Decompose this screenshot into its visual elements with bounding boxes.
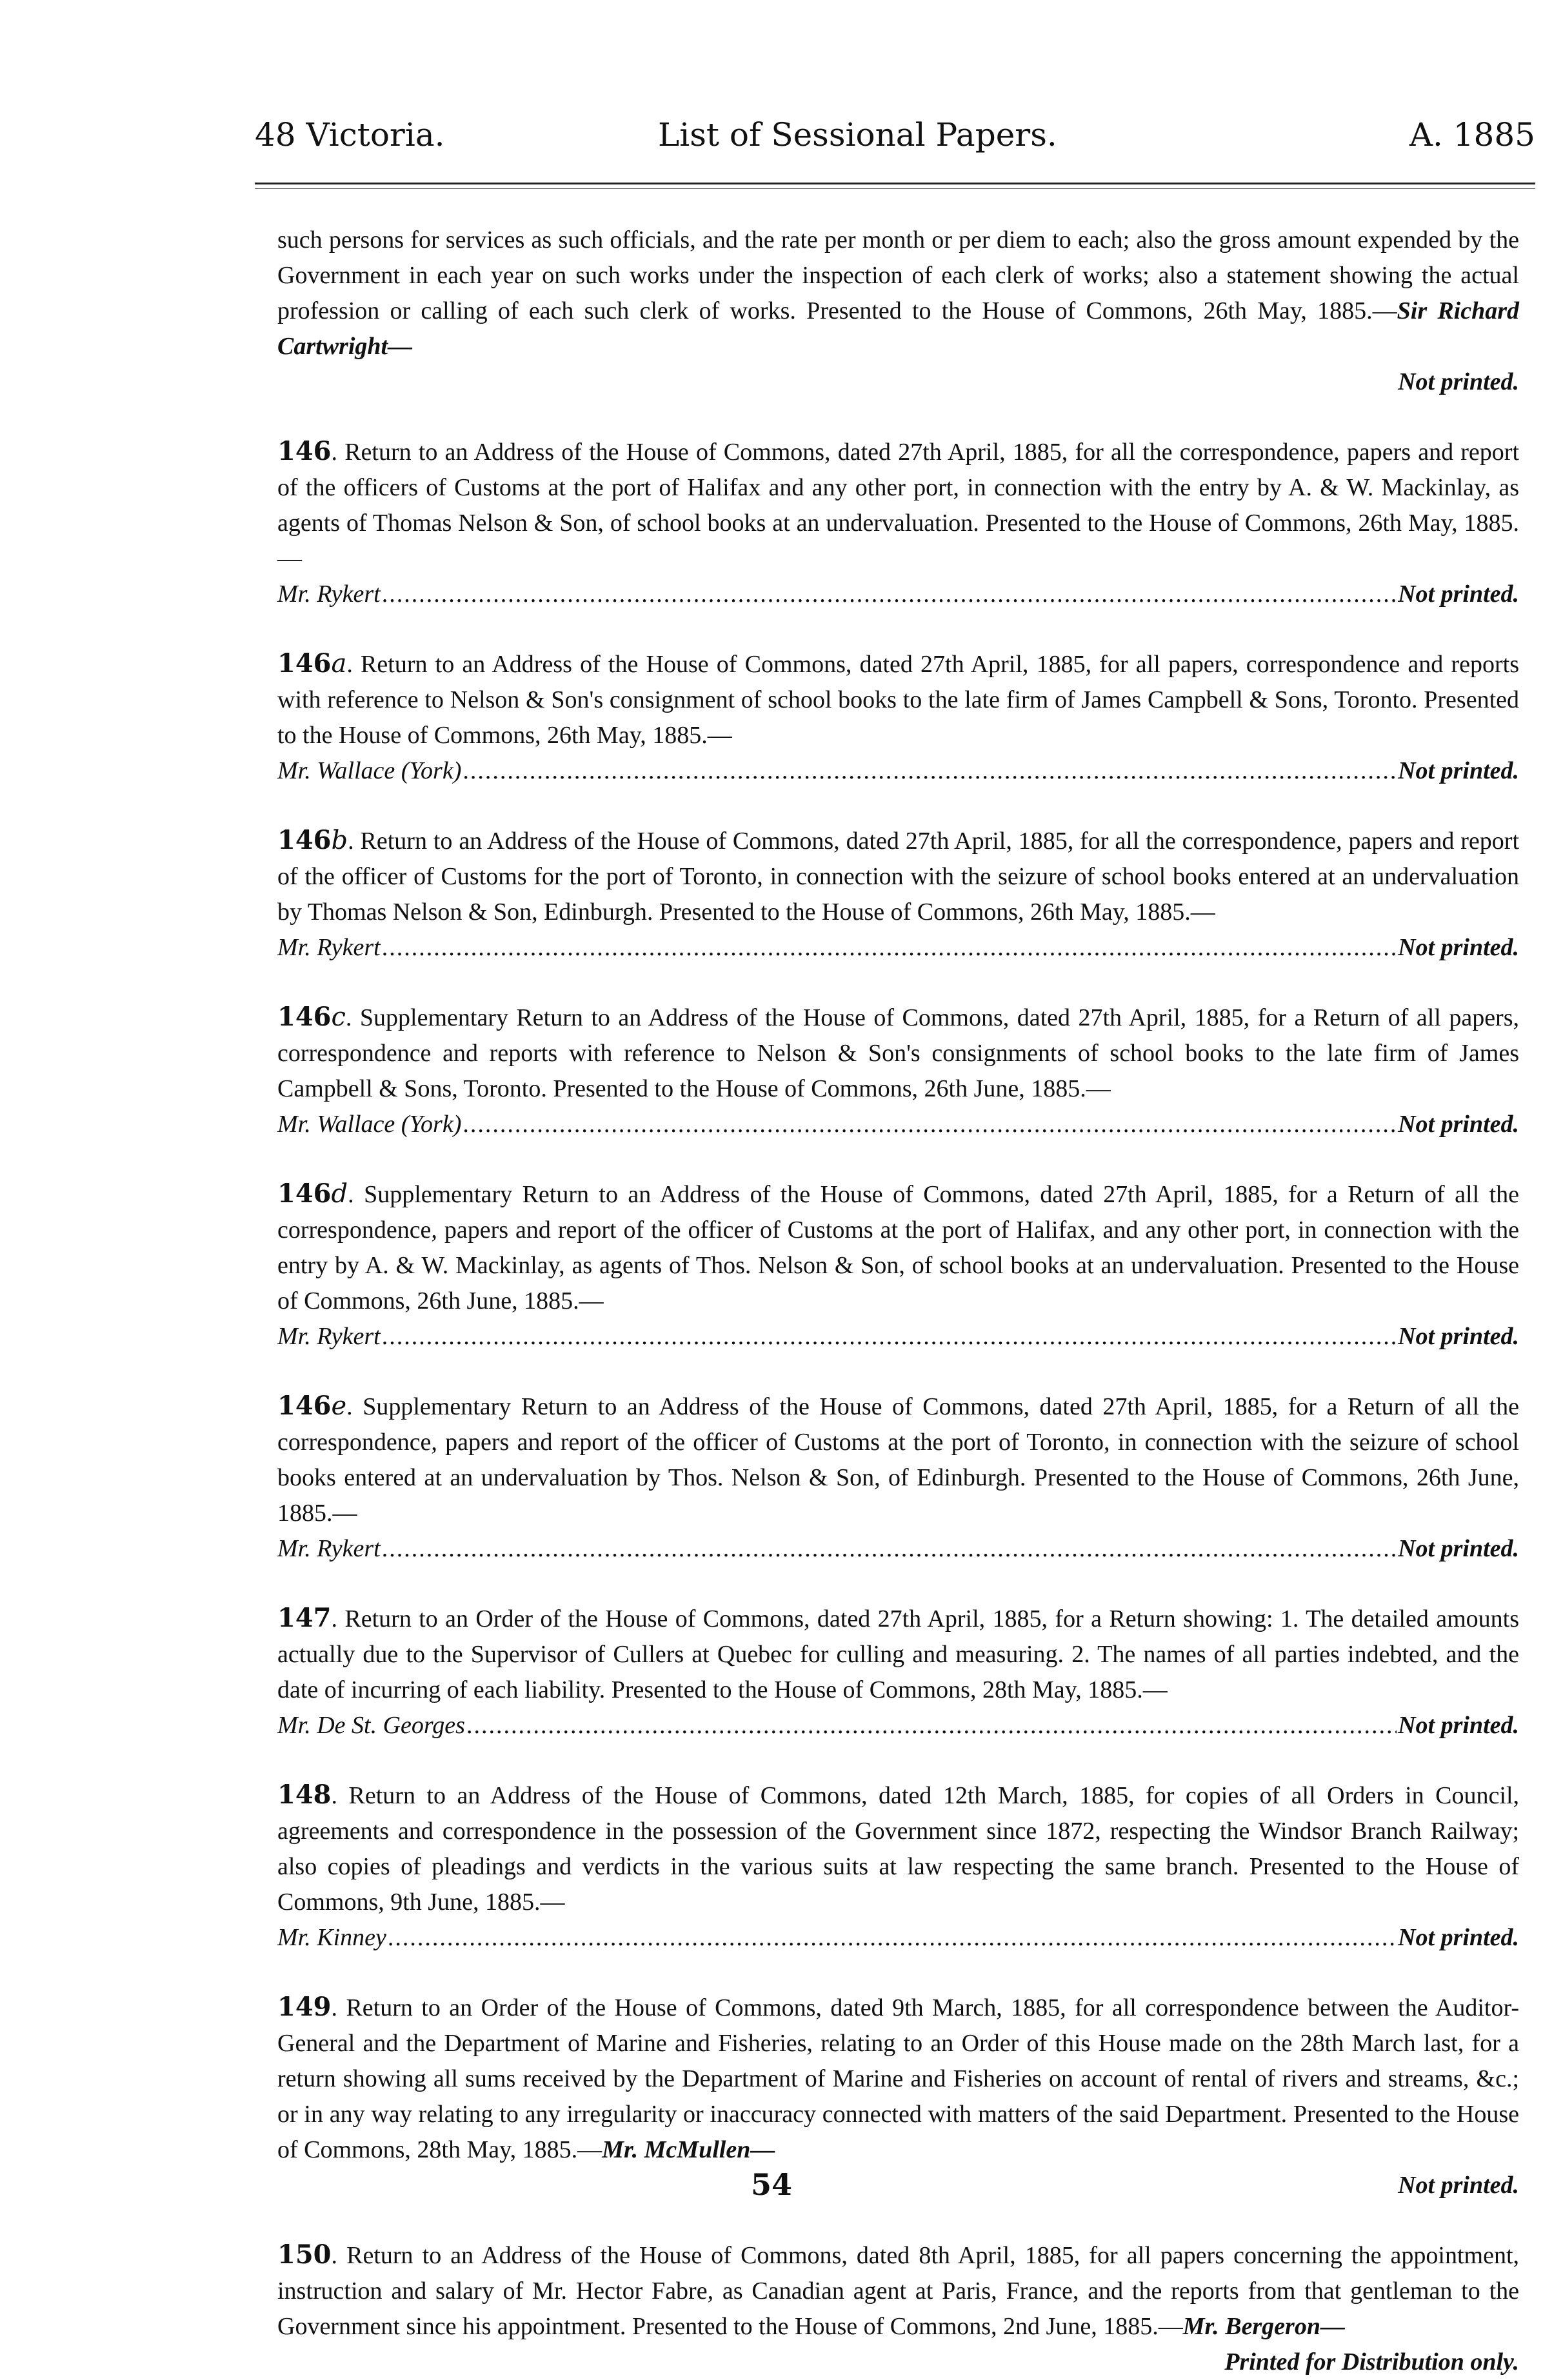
entry-mover: Mr. Rykert [277, 1323, 381, 1350]
entry-number: 146 [277, 436, 332, 466]
entry-mover-line [277, 1107, 1519, 1142]
entry-status-line [277, 2345, 1519, 2380]
header-rule-thin [255, 188, 1535, 189]
intro-paragraph [277, 223, 1519, 364]
intro-mover: Sir Richard Cartwright— [277, 297, 1520, 360]
running-header [255, 103, 1535, 161]
entry-status: Not printed. [1398, 934, 1519, 961]
leader-dots [388, 1920, 1397, 1956]
leader-dots [466, 1708, 1397, 1743]
header-year: A. 1885 [1409, 116, 1535, 154]
entry-status: Not printed. [1398, 1535, 1519, 1562]
entry-number: 150 [277, 2239, 332, 2270]
entry-mover-line [277, 577, 1519, 612]
entry-paragraph: 146e. Supplementary Return to an Address of the House of Commons, dated 27th April, 1885, for a Return of all the correspondence, papers and report of the officer of Customs at the port of Toronto, in connection with the seizure of school books entered at an undervaluation by Thos. Nelson & Son, of Edinburgh. Presented to the House of Commons, 26th June, 1885.— [277, 1391, 1519, 1527]
paper-entry [277, 2237, 1519, 2380]
paper-entry [277, 1600, 1519, 1743]
entry-paragraph: 146c. Supplementary Return to an Address of the House of Commons, dated 27th April, 1885, for a Return of all papers, correspondence and reports with reference to Nelson & Son's consignments of school books to the late firm of James Campbell & Sons, Toronto. Presented to the House of Commons, 26th June, 1885.— [277, 1002, 1519, 1102]
entry-paragraph: 147. Return to an Order of the House of Commons, dated 27th April, 1885, for a Return showing: 1. The detailed amounts actually due to the Supervisor of Cullers at Quebec for culling and measuring. 2. The names of all parties indebted, and the date of incurring of each liability. Presented to the House of Commons, 28th May, 1885.— [277, 1603, 1519, 1703]
paper-entry [277, 1388, 1519, 1567]
entry-mover-line [277, 753, 1519, 789]
entry-paragraph: 149. Return to an Order of the House of Commons, dated 9th March, 1885, for all correspondence between the Auditor-General and the Department of Marine and Fisheries, relating to an Order of this House made on the 28th March last, for a return showing all sums received by the Department of Marine and Fisheries on account of rental of rivers and streams, &c.; or in any way relating to any irregularity or inaccuracy connected with matters of the said Department. Presented to the House of Commons, 28th May, 1885.—Mr. McMullen— [277, 1992, 1519, 2163]
entry-number: 146c [277, 1002, 346, 1032]
entry-text: Return to an Address of the House of Commons, dated 27th April, 1885, for all the correspondence, papers and report of the officers of Customs at the port of Halifax and any other port, in connection with the entry by A. & W. Mackinlay, as agents of Thomas Nelson & Son, of school books at an undervaluation. Presented to the House of Commons, 26th May, 1885.— [277, 439, 1519, 572]
entry-status: Not printed. [1398, 1712, 1519, 1739]
entry-status: Not printed. [1398, 1323, 1519, 1350]
intro-text: such persons for services as such officials, and the rate per month or per diem to each; also the gross amount expended by the Government in each year on such works under the inspection of each clerk of works; also a statement showing the actual profession or calling of each such clerk of works. Presented to the House of Commons, 26th May, 1885.— [277, 226, 1519, 324]
entry-number: 149 [277, 1992, 332, 2022]
entry-text: Return to an Address of the House of Commons, dated 12th March, 1885, for copies of all Orders in Council, agreements and correspondence in the possession of the Government since 1872, respecting the Windsor Branch Railway; also copies of pleadings and verdicts in the various suits at law respecting the same branch. Presented to the House of Commons, 9th June, 1885.— [277, 1782, 1520, 1916]
paper-entry [277, 822, 1519, 966]
entry-text: Return to an Address of the House of Commons, dated 8th April, 1885, for all papers concerning the appointment, instruction and salary of Mr. Hector Fabre, as Canadian agent at Paris, France, and the reports from that gentleman to the Government since his appointment. Presented to the House of Commons, 2nd June, 1885.— [277, 2242, 1519, 2340]
entry-status: Not printed. [1398, 1924, 1519, 1951]
entry-mover: Mr. Rykert [277, 934, 381, 961]
entry-paragraph: 146d. Supplementary Return to an Address of the House of Commons, dated 27th April, 1885, for a Return of all the correspondence, papers and report of the officer of Customs at the port of Halifax, and any other port, in connection with the entry by A. & W. Mackinlay, as agents of Thos. Nelson & Son, of school books at an undervaluation. Presented to the House of Commons, 26th June, 1885.— [277, 1178, 1519, 1314]
paper-entry [277, 433, 1519, 612]
entry-number: 146b [277, 825, 348, 855]
entry-text: Supplementary Return to an Address of the House of Commons, dated 27th April, 1885, for a Return of all papers, correspondence and reports with reference to Nelson & Son's consignments of school books to the late firm of James Campbell & Sons, Toronto. Presented to the House of Commons, 26th June, 1885.— [277, 1004, 1519, 1102]
entry-mover-line [277, 1319, 1519, 1354]
entry-number: 148 [277, 1780, 332, 1810]
entry-status: Not printed. [1398, 580, 1519, 608]
entry-number: 146d [277, 1178, 348, 1209]
leader-dots [463, 1107, 1397, 1142]
paper-entry [277, 1777, 1519, 1956]
entry-mover: Mr. De St. Georges [277, 1712, 465, 1739]
leader-dots [382, 1319, 1397, 1354]
entry-text: Return to an Order of the House of Commons, dated 27th April, 1885, for a Return showing: 1. The detailed amounts actually due to the Supervisor of Cullers at Quebec for culling and measuring. 2. The names of all parties indebted, and the date of incurring of each liability. Presented to the House of Commons, 28th May, 1885.— [277, 1605, 1519, 1703]
entry-paragraph: 146a. Return to an Address of the House of Commons, dated 27th April, 1885, for all papers, correspondence and reports with reference to Nelson & Son's consignment of school books to the late firm of James Campbell & Sons, Toronto. Presented to the House of Commons, 26th May, 1885.— [277, 648, 1519, 749]
entry-mover: Mr. Rykert [277, 1535, 381, 1562]
entry-mover: Mr. Rykert [277, 580, 381, 608]
entry-number: 147 [277, 1603, 332, 1633]
entry-text: Return to an Order of the House of Commons, dated 9th March, 1885, for all correspondence between the Auditor-General and the Department of Marine and Fisheries, relating to an Order of this House made on the 28th March last, for a return showing all sums received by the Department of Marine and Fisheries on account of rental of rivers and streams, &c.; or in any way relating to any irregularity or inaccuracy connected with matters of the said Department. Presented to the House of Commons, 28th May, 1885.— [277, 1994, 1519, 2163]
header-session: 48 Victoria. [255, 116, 445, 154]
entry-paragraph: 148. Return to an Address of the House of Commons, dated 12th March, 1885, for copies of all Orders in Council, agreements and correspondence in the possession of the Government since 1872, respecting the Windsor Branch Railway; also copies of pleadings and verdicts in the various suits at law respecting the same branch. Presented to the House of Commons, 9th June, 1885.— [277, 1780, 1520, 1916]
entry-status: Not printed. [1398, 1111, 1519, 1138]
header-rule-thick [255, 183, 1535, 184]
entry-mover: Mr. Wallace (York) [277, 757, 462, 784]
leader-dots [463, 753, 1397, 789]
paper-entry [277, 646, 1519, 789]
entry-text: Return to an Address of the House of Commons, dated 27th April, 1885, for all papers, correspondence and reports with reference to Nelson & Son's consignment of school books to the late firm of James Campbell & Sons, Toronto. Presented to the House of Commons, 26th May, 1885.— [277, 651, 1519, 749]
entry-number: 146a [277, 648, 347, 679]
entry-mover-line [277, 1531, 1519, 1567]
entry-paragraph: 146. Return to an Address of the House of Commons, dated 27th April, 1885, for all the correspondence, papers and report of the officers of Customs at the port of Halifax and any other port, in connection with the entry by A. & W. Mackinlay, as agents of Thomas Nelson & Son, of school books at an undervaluation. Presented to the House of Commons, 26th May, 1885.— [277, 436, 1519, 572]
entry-mover-line [277, 930, 1519, 966]
entry-status: Not printed. [1398, 757, 1519, 784]
entry-mover-line [277, 1708, 1519, 1743]
paper-entry [277, 1176, 1519, 1354]
entry-text: Supplementary Return to an Address of the House of Commons, dated 27th April, 1885, for a Return of all the correspondence, papers and report of the officer of Customs at the port of Toronto, in connection with the seizure of school books entered at an undervaluation by Thos. Nelson & Son, of Edinburgh. Presented to the House of Commons, 26th June, 1885.— [277, 1393, 1519, 1527]
leader-dots [382, 1531, 1397, 1567]
entry-status: Not printed. [1398, 2172, 1519, 2199]
leader-dots [382, 930, 1397, 966]
page-body [277, 223, 1519, 2380]
entry-text: Supplementary Return to an Address of the House of Commons, dated 27th April, 1885, for a Return of all the correspondence, papers and report of the officer of Customs at the port of Halifax, and any other port, in connection with the entry by A. & W. Mackinlay, as agents of Thos. Nelson & Son, of school books at an undervaluation. Presented to the House of Commons, 26th June, 1885.— [277, 1181, 1519, 1314]
entry-paragraph: 146b. Return to an Address of the House of Commons, dated 27th April, 1885, for all the correspondence, papers and report of the officer of Customs for the port of Toronto, in connection with the seizure of school books entered at an undervaluation by Thomas Nelson & Son, Edinburgh. Presented to the House of Commons, 26th May, 1885.— [277, 825, 1520, 926]
entry-mover: Mr. McMullen— [602, 2136, 775, 2163]
entry-mover-line [277, 1920, 1519, 1956]
entry-status: Printed for Distribution only. [1224, 2348, 1519, 2375]
intro-status: Not printed. [1398, 368, 1519, 395]
entry-mover: Mr. Bergeron— [1182, 2313, 1345, 2340]
intro-status-line [277, 364, 1519, 400]
entry-mover: Mr. Kinney [277, 1924, 386, 1951]
page-number: 54 [750, 2167, 792, 2202]
paper-entry [277, 999, 1519, 1142]
leader-dots [382, 577, 1397, 612]
entry-paragraph: 150. Return to an Address of the House of Commons, dated 8th April, 1885, for all papers concerning the appointment, instruction and salary of Mr. Hector Fabre, as Canadian agent at Paris, France, and the reports from that gentleman to the Government since his appointment. Presented to the House of Commons, 2nd June, 1885.—Mr. Bergeron— [277, 2239, 1519, 2340]
entry-text: Return to an Address of the House of Commons, dated 27th April, 1885, for all the correspondence, papers and report of the officer of Customs for the port of Toronto, in connection with the seizure of school books entered at an undervaluation by Thomas Nelson & Son, Edinburgh. Presented to the House of Commons, 26th May, 1885.— [277, 828, 1520, 926]
entry-mover: Mr. Wallace (York) [277, 1111, 462, 1138]
header-title: List of Sessional Papers. [658, 116, 1057, 154]
entry-number: 146e [277, 1391, 347, 1421]
